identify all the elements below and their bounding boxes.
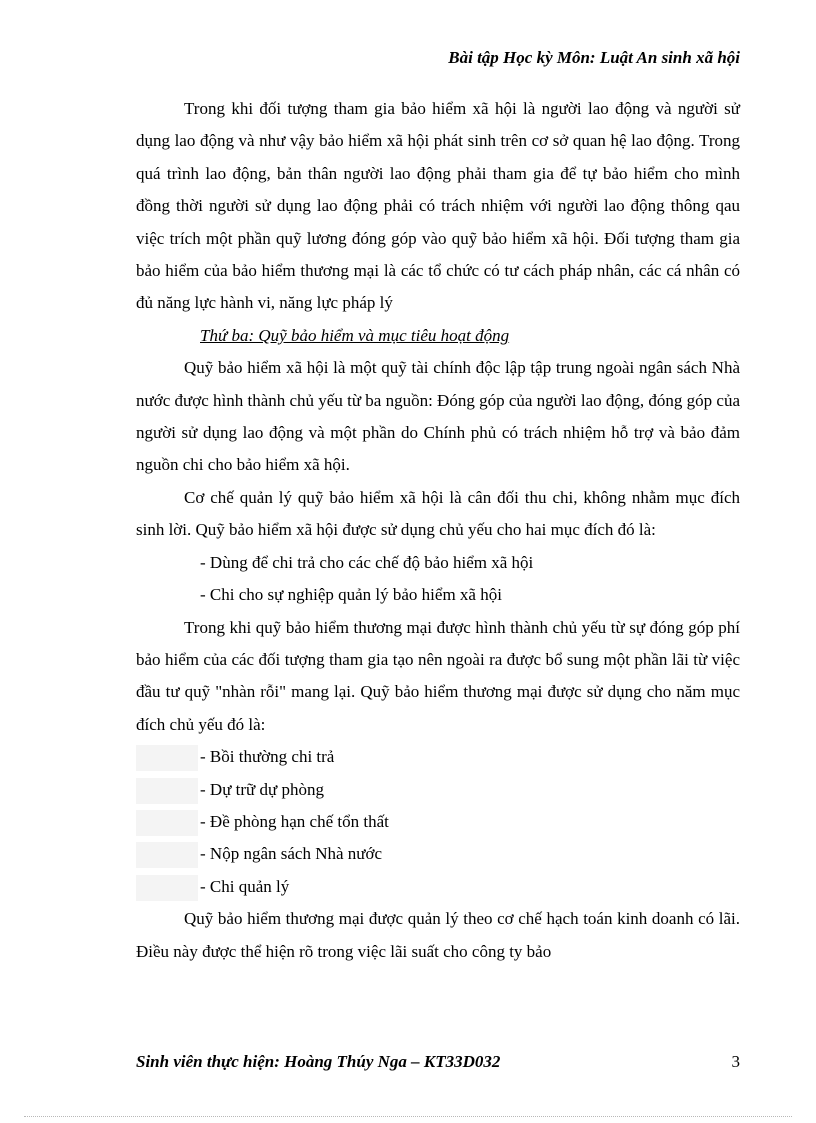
page-bottom-divider: [24, 1116, 792, 1117]
paragraph: Quỹ bảo hiểm thương mại được quản lý theo cơ chế hạch toán kinh doanh có lãi. Điều này được thể hiện rõ trong việc lãi suất cho công ty bảo: [136, 909, 740, 961]
list-item: [136, 806, 740, 838]
highlight-shade: [136, 875, 198, 901]
list-item: [136, 774, 740, 806]
paragraph: Trong khi quỹ bảo hiểm thương mại được hình thành chủ yếu từ sự đóng góp phí bảo hiểm của các đối tượng tham gia tạo nên ngoài ra được bổ sung một phần lãi từ việc đầu tư quỹ "nhàn rỗi" mang lại. Quỹ bảo hiểm thương mại được sử dụng cho năm mục đích chủ yếu đó là:: [136, 617, 740, 734]
list-item: [136, 838, 740, 870]
document-footer: [136, 1052, 740, 1072]
list-item-text: - Nộp ngân sách Nhà nước: [200, 844, 383, 864]
highlight-shade: [136, 810, 198, 836]
footer-author: Sinh viên thực hiện: Hoàng Thúy Nga – KT33D032: [136, 1052, 501, 1071]
list-item: [136, 741, 740, 773]
list-item: [136, 579, 740, 611]
paragraph: Quỹ bảo hiểm xã hội là một quỹ tài chính độc lập tập trung ngoài ngân sách Nhà nước được hình thành chủ yếu từ ba nguồn: Đóng góp của người lao động, đóng góp của người sử dụng lao động và một phần do Chính phủ có trách nhiệm hỗ trợ và bảo đảm nguồn chi cho bảo hiểm xã hội.: [136, 358, 740, 475]
highlight-shade: [136, 778, 198, 804]
list-item: [136, 871, 740, 903]
list-item-text: - Đề phòng hạn chế tổn thất: [200, 811, 389, 831]
highlight-shade: [136, 745, 198, 771]
document-header: Bài tập Học kỳ Môn: Luật An sinh xã hội: [448, 48, 740, 67]
list-item-text: - Chi cho sự nghiệp quản lý bảo hiểm xã hội: [200, 585, 502, 605]
list-item-text: - Dùng để chi trả cho các chế độ bảo hiểm xã hội: [200, 552, 534, 572]
paragraph: Cơ chế quản lý quỹ bảo hiểm xã hội là cân đối thu chi, không nhằm mục đích sinh lời. Quỹ bảo hiểm xã hội được sử dụng chủ yếu cho hai mục đích đó là:: [136, 487, 740, 540]
list-item-text: - Bồi thường chi trả: [200, 747, 335, 767]
page-number: 3: [731, 1052, 740, 1071]
list-item-text: - Dự trữ dự phòng: [200, 779, 324, 799]
section-heading: Thứ ba: Quỹ bảo hiểm và mục tiêu hoạt động: [200, 325, 510, 345]
paragraph: Trong khi đối tượng tham gia bảo hiểm xã hội là người lao động và người sử dụng lao động và như vậy bảo hiểm xã hội phát sinh trên cơ sở quan hệ lao động. Trong quá trình lao động, bản thân người lao động phải tham gia để tự bảo hiểm cho mình đồng thời người sử dụng lao động phải có trách nhiệm với người lao động thông qau việc trích một phần quỹ lương đóng góp vào quỹ bảo hiểm xã hội. Đối tượng tham gia bảo hiểm của bảo hiểm thương mại là các tổ chức có tư cách pháp nhân, các cá nhân có đủ năng lực hành vi, năng lực pháp lý: [136, 99, 740, 313]
list-item-text: - Chi quản lý: [200, 876, 290, 896]
highlight-shade: [136, 842, 198, 868]
list-item: [136, 547, 740, 579]
document-body: [136, 93, 740, 968]
